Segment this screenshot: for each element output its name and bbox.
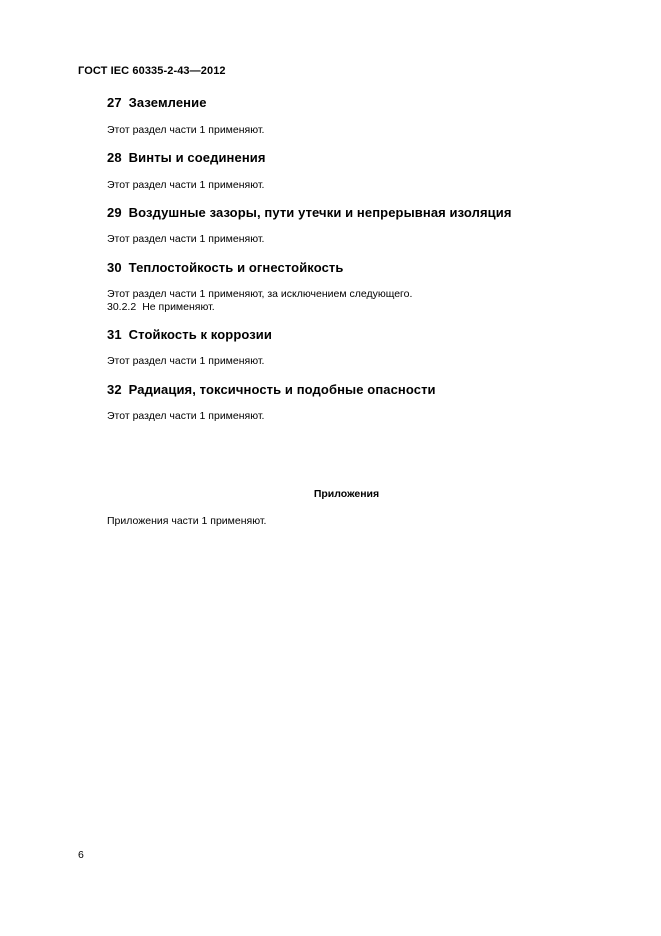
section-text: Этот раздел части 1 применяют. <box>107 233 265 245</box>
section-number: 32 <box>107 382 122 397</box>
sub-clause-text: Не применяют. <box>142 301 215 313</box>
section-31-heading <box>107 327 272 342</box>
section-32-heading <box>107 382 436 397</box>
section-30-body <box>107 288 412 314</box>
section-title: Воздушные зазоры, пути утечки и непрерывная изоляция <box>128 205 512 220</box>
sub-clause-number: 30.2.2 <box>107 301 137 313</box>
section-31-body <box>107 355 264 368</box>
section-title: Радиация, токсичность и подобные опасности <box>128 382 436 397</box>
section-title: Заземление <box>128 95 207 110</box>
sub-clause-30-2-2 <box>107 301 412 314</box>
section-27-heading <box>107 95 207 110</box>
section-text: Этот раздел части 1 применяют. <box>107 179 265 191</box>
annexes-text: Приложения части 1 применяют. <box>107 515 267 527</box>
section-title: Винты и соединения <box>128 150 266 165</box>
section-title: Стойкость к коррозии <box>128 327 272 342</box>
section-number: 27 <box>107 95 122 110</box>
section-text: Этот раздел части 1 применяют. <box>107 355 265 367</box>
section-29-body <box>107 233 264 246</box>
section-text: Этот раздел части 1 применяют. <box>107 410 265 422</box>
section-number: 30 <box>107 260 122 275</box>
section-text: Этот раздел части 1 применяют. <box>107 124 265 136</box>
section-number: 31 <box>107 327 122 342</box>
section-30-heading <box>107 260 344 275</box>
section-28-body <box>107 179 264 192</box>
section-28-heading <box>107 150 266 165</box>
section-32-body <box>107 410 264 423</box>
section-title: Теплостойкость и огнестойкость <box>128 260 344 275</box>
page-number: 6 <box>78 849 84 861</box>
document-header: ГОСТ IEC 60335-2-43—2012 <box>78 65 226 77</box>
section-number: 28 <box>107 150 122 165</box>
annexes-title: Приложения <box>313 488 380 500</box>
section-27-body <box>107 124 264 137</box>
section-text: Этот раздел части 1 применяют, за исключением следующего. <box>107 288 413 300</box>
section-number: 29 <box>107 205 122 220</box>
section-29-heading <box>107 205 512 220</box>
